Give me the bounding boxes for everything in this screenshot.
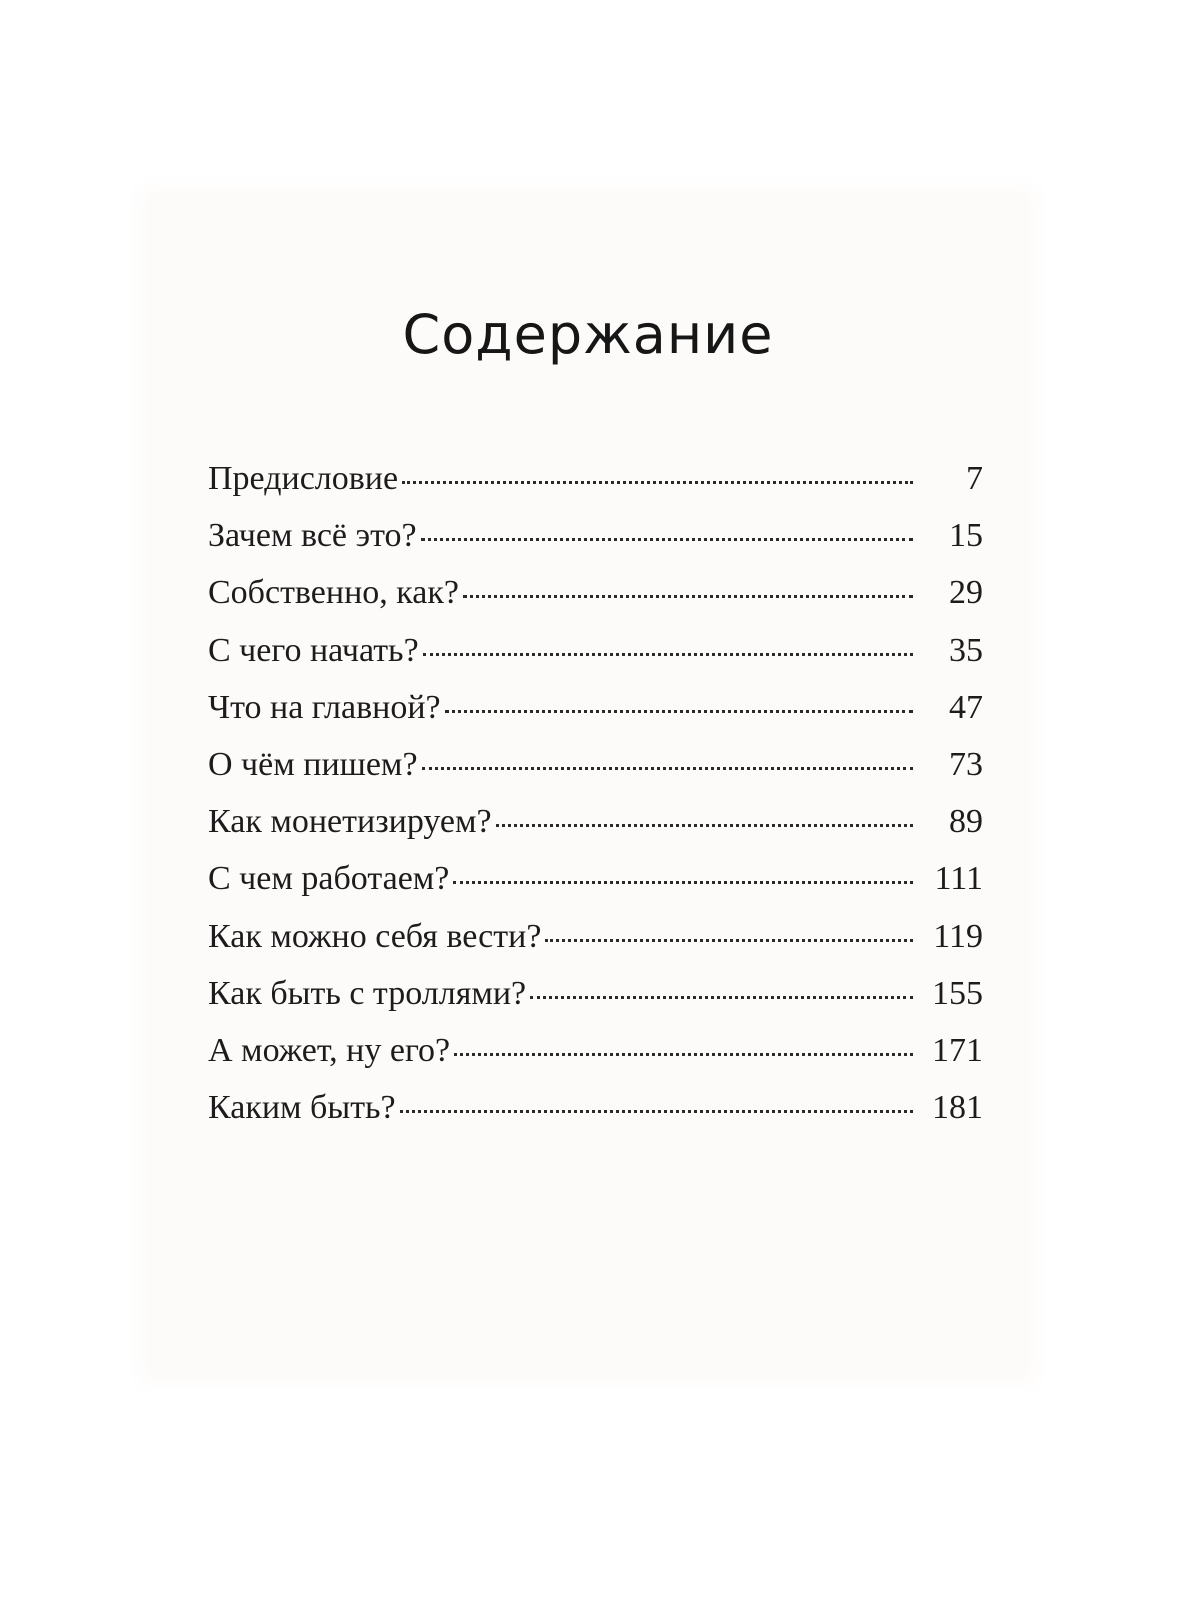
toc-entry-label: Каким быть?	[208, 1089, 396, 1127]
toc-entry-label: О чём пишем?	[208, 745, 418, 783]
toc-entry	[208, 679, 983, 736]
toc-entry-page: 73	[949, 745, 983, 783]
dot-leader	[422, 767, 913, 770]
dot-leader	[421, 538, 913, 541]
toc-entry-label: Собственно, как?	[208, 574, 459, 612]
toc-entry	[208, 450, 983, 507]
toc-entry	[208, 622, 983, 679]
toc-entry	[208, 564, 983, 621]
toc-entry-label: С чего начать?	[208, 631, 419, 669]
toc-entry-page: 15	[949, 517, 983, 555]
toc-entry-label: Зачем всё это?	[208, 517, 417, 555]
toc-entry-label: Как можно себя вести?	[208, 917, 542, 955]
toc-entry-page: 35	[949, 631, 983, 669]
toc-entry	[208, 793, 983, 850]
toc-entry-label: Предисловие	[208, 460, 399, 497]
toc-entry-page: 111	[934, 860, 983, 898]
book-page	[148, 195, 1028, 1375]
toc-entry	[208, 965, 983, 1022]
dot-leader	[454, 1053, 913, 1056]
toc-entry-page: 119	[933, 917, 983, 955]
dot-leader	[423, 653, 913, 656]
toc-entry-page: 155	[932, 974, 983, 1012]
toc-entry-label: Как монетизируем?	[208, 803, 492, 841]
dot-leader	[496, 824, 913, 827]
toc-entry	[208, 908, 983, 965]
toc-entry	[208, 736, 983, 793]
toc-entry-page: 89	[949, 803, 983, 841]
toc-entry-label: Как быть с троллями?	[208, 974, 527, 1012]
toc-entry	[208, 507, 983, 564]
dot-leader	[402, 481, 913, 484]
toc-entry	[208, 1079, 983, 1136]
toc-title: Содержание	[402, 303, 774, 366]
dot-leader	[530, 996, 913, 999]
toc-entry-page: 181	[932, 1089, 983, 1127]
toc-entry	[208, 1022, 983, 1079]
toc-entry-page: 171	[932, 1031, 983, 1069]
dot-leader	[463, 595, 913, 598]
dot-leader	[545, 939, 913, 942]
toc-entry	[208, 850, 983, 907]
dot-leader	[453, 881, 913, 884]
toc-entry-label: Что на главной?	[208, 688, 441, 726]
toc-entry-page: 29	[949, 574, 983, 612]
toc-entry-label: С чем работаем?	[208, 860, 450, 898]
toc-entry-page: 7	[966, 460, 983, 497]
dot-leader	[445, 710, 913, 713]
toc-list	[208, 450, 983, 1136]
dot-leader	[400, 1110, 913, 1113]
toc-entry-page: 47	[949, 688, 983, 726]
toc-entry-label: А может, ну его?	[208, 1031, 451, 1069]
